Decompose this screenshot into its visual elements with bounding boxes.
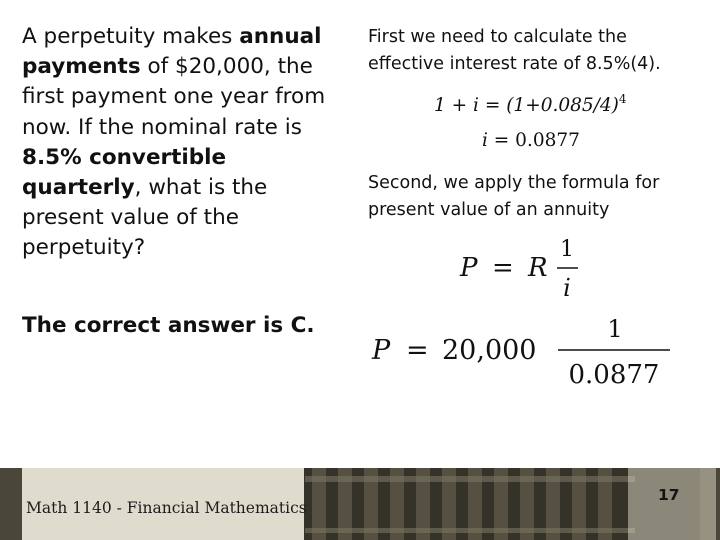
formula-2-multiplier: 20,000 bbox=[442, 335, 537, 366]
equation-rate-value bbox=[482, 130, 580, 151]
formula-1-numerator: 1 bbox=[560, 237, 574, 262]
question-part-2: of $20,000, the first payment one year from now. If the nominal rate is bbox=[22, 54, 326, 140]
page-number: 17 bbox=[658, 486, 680, 504]
equation-effective-rate bbox=[434, 92, 627, 116]
step-1-text: First we need to calculate the effective interest rate of 8.5%(4). bbox=[368, 27, 661, 74]
formula-2-lhs: P bbox=[372, 335, 391, 366]
formula-1-equals: = bbox=[492, 253, 514, 283]
formula-perpetuity-general bbox=[456, 230, 596, 302]
formula-2-numerator: 1 bbox=[607, 315, 623, 343]
formula-1-lhs: P bbox=[460, 253, 478, 283]
equation-2-rhs: = 0.0877 bbox=[487, 130, 580, 151]
step-2-text: Second, we apply the formula for present value of an annuity bbox=[368, 173, 660, 220]
question-part-3: , what is the present value of the perpetuity? bbox=[22, 175, 268, 261]
question-part-1: A perpetuity makes bbox=[22, 24, 240, 49]
formula-1-denominator: i bbox=[563, 274, 571, 302]
question-emphasis-annual: annual payments bbox=[22, 24, 322, 80]
equation-2-lhs: i bbox=[482, 130, 488, 151]
question-emphasis-rate: 8.5% convertible quarterly bbox=[22, 144, 227, 201]
formula-2-denominator: 0.0877 bbox=[568, 360, 660, 389]
formula-1-multiplier: R bbox=[528, 253, 548, 283]
footer-band bbox=[0, 468, 720, 540]
page-number-box bbox=[628, 468, 716, 540]
formula-2-equals: = bbox=[406, 335, 429, 366]
formula-perpetuity-numeric bbox=[368, 313, 678, 389]
course-name: Math 1140 - Financial Mathematics bbox=[26, 499, 307, 517]
equation-1-exponent: 4 bbox=[618, 92, 627, 106]
equation-1-lhs: 1 + i bbox=[434, 95, 479, 116]
equation-1-rhs: = (1+0.085/4) bbox=[478, 95, 619, 116]
answer-text: The correct answer is C. bbox=[22, 313, 315, 338]
question-text bbox=[22, 22, 340, 264]
